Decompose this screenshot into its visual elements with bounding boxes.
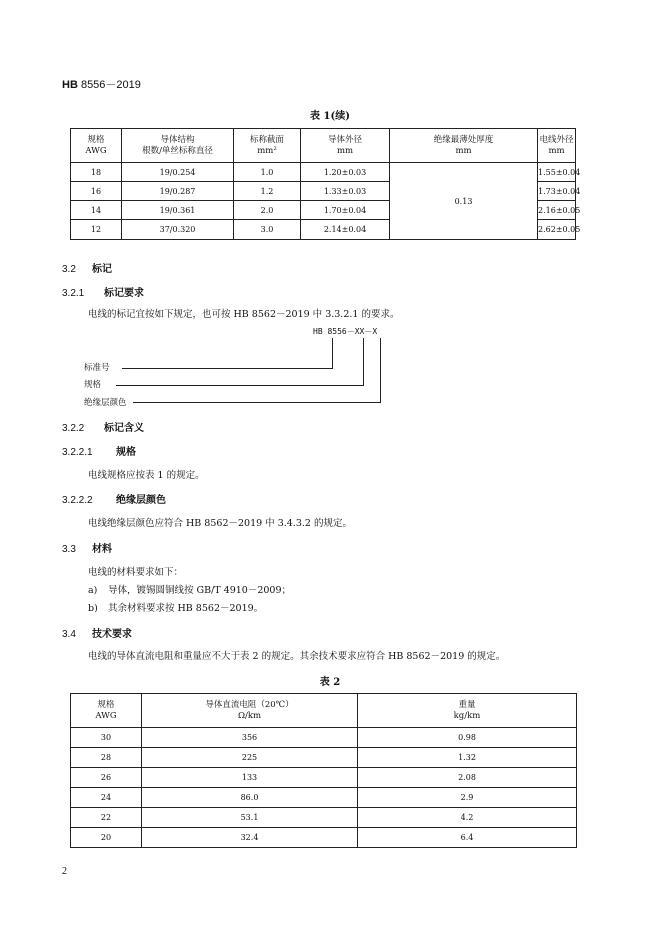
- table-row: [71, 808, 577, 828]
- cell: 1.73±0.04: [538, 182, 576, 201]
- code-number: 8556－2019: [77, 79, 141, 91]
- cell: 6.4: [358, 828, 577, 848]
- section-3-2-heading: [62, 260, 112, 275]
- section-title: 标记: [92, 264, 112, 275]
- list-marker: b): [88, 603, 98, 614]
- cell: 19/0.254: [122, 163, 234, 182]
- leader-line-size: [116, 385, 364, 386]
- table1-header-row: [71, 129, 576, 163]
- cell: 12: [71, 220, 122, 240]
- table2-header-row: [71, 694, 577, 728]
- section-title: 规格: [116, 447, 136, 458]
- page-number: 2: [62, 866, 67, 877]
- section-3-2-2-1-heading: [62, 443, 136, 458]
- table1: [70, 128, 581, 240]
- list-item-text: 导体，镀锡圆铜线按 GB/T 4910－2009；: [108, 585, 292, 596]
- table2-header-weight: 重量 kg/km: [358, 694, 577, 728]
- table2-header-awg: 规格 AWG: [71, 694, 142, 728]
- cell: 1.20±0.03: [301, 163, 390, 182]
- section-number: 3.2: [62, 264, 76, 275]
- cell: 1.0: [234, 163, 301, 182]
- list-item: [88, 582, 291, 596]
- list-marker: a): [88, 585, 98, 596]
- list-item: [88, 600, 263, 614]
- cell: 37/0.320: [122, 220, 234, 240]
- section-number: 3.2.2.2: [62, 495, 93, 506]
- table1-header-awg: 规格 AWG: [71, 129, 122, 163]
- cell: 22: [71, 808, 142, 828]
- table1-header-area: 标称截面 mm²: [234, 129, 301, 163]
- section-title: 标记要求: [104, 288, 144, 299]
- cell: 30: [71, 728, 142, 748]
- cell: 2.14±0.04: [301, 220, 390, 240]
- cell: 1.70±0.04: [301, 201, 390, 220]
- cell: 14: [71, 201, 122, 220]
- cell: 1.2: [234, 182, 301, 201]
- leader-line-color-vertical: [380, 338, 381, 403]
- section-3-2-2-2-text: 电线绝缘层颜色应符合 HB 8562－2019 中 3.4.3.2 的规定。: [88, 518, 352, 529]
- cell: 2.9: [358, 788, 577, 808]
- section-3-2-2-heading: [62, 419, 144, 434]
- cell: 19/0.287: [122, 182, 234, 201]
- table1-header-conductor-od: 导体外径 mm: [301, 129, 390, 163]
- cell: 133: [142, 768, 358, 788]
- document-code: [62, 76, 141, 92]
- section-3-3-heading: [62, 540, 112, 555]
- section-3-2-1-text: 电线的标记宜按如下规定，也可按 HB 8562－2019 中 3.3.2.1 的要求。: [88, 309, 400, 320]
- cell: 32.4: [142, 828, 358, 848]
- cell: 26: [71, 768, 142, 788]
- cell: 1.32: [358, 748, 577, 768]
- cell: 3.0: [234, 220, 301, 240]
- table1-header-wire-od: 电线外径 mm: [538, 129, 576, 163]
- table-row: [71, 728, 577, 748]
- table2-header-resistance: 导体直流电阻（20℃） Ω/km: [142, 694, 358, 728]
- marking-label-color: 绝缘层颜色: [84, 398, 127, 408]
- cell: 28: [71, 748, 142, 768]
- section-3-2-2-1-text: 电线规格应按表 1 的规定。: [88, 470, 205, 481]
- section-3-2-2-2-heading: [62, 491, 166, 506]
- table1-header-structure: 导体结构 根数/单丝标称直径: [122, 129, 234, 163]
- section-3-2-1-heading: [62, 284, 144, 299]
- cell: 18: [71, 163, 122, 182]
- table-row: [71, 788, 577, 808]
- section-number: 3.3: [62, 544, 76, 555]
- cell: 2.08: [358, 768, 577, 788]
- cell: 86.0: [142, 788, 358, 808]
- table-row: [71, 828, 577, 848]
- leader-line-color: [133, 402, 381, 403]
- marking-code: HB 8556－XX－X: [313, 327, 378, 336]
- cell: 19/0.361: [122, 201, 234, 220]
- cell: 53.1: [142, 808, 358, 828]
- marking-label-size: 规格: [84, 380, 102, 390]
- section-number: 3.2.1: [62, 288, 85, 299]
- cell: 1.55±0.04: [538, 163, 576, 182]
- table2-caption: 表 2: [319, 677, 341, 688]
- code-prefix: HB: [62, 79, 78, 91]
- cell: 20: [71, 828, 142, 848]
- cell: 1.33±0.03: [301, 182, 390, 201]
- cell: 225: [142, 748, 358, 768]
- section-number: 3.2.2.1: [62, 447, 93, 458]
- leader-line-size-vertical: [363, 338, 364, 386]
- section-number: 3.4: [62, 629, 76, 640]
- cell: 4.2: [358, 808, 577, 828]
- cell: 2.16±0.05: [538, 201, 576, 220]
- cell: 16: [71, 182, 122, 201]
- table-row: [71, 748, 577, 768]
- merged-thickness-cell: 0.13: [390, 163, 538, 240]
- leader-line-standard: [122, 368, 333, 369]
- section-title: 技术要求: [92, 629, 132, 640]
- table1-header-thickness: 绝缘最薄处厚度 mm: [390, 129, 538, 163]
- cell: 2.0: [234, 201, 301, 220]
- table-row: [71, 163, 576, 182]
- cell: 24: [71, 788, 142, 808]
- leader-line-standard-vertical: [332, 338, 333, 369]
- cell: 2.62±0.05: [538, 220, 576, 240]
- section-3-4-text: 电线的导体直流电阻和重量应不大于表 2 的规定。其余技术要求应符合 HB 8562－2019 的规定。: [88, 651, 506, 662]
- section-title: 标记含义: [104, 423, 144, 434]
- cell: 356: [142, 728, 358, 748]
- table2: [70, 693, 577, 848]
- section-number: 3.2.2: [62, 423, 85, 434]
- cell: 0.98: [358, 728, 577, 748]
- section-3-4-heading: [62, 625, 132, 640]
- section-3-3-text: 电线的材料要求如下：: [88, 567, 184, 578]
- section-title: 材料: [92, 544, 112, 555]
- list-item-text: 其余材料要求按 HB 8562－2019。: [108, 603, 264, 614]
- table1-caption: 表 1(续): [310, 111, 350, 122]
- section-title: 绝缘层颜色: [116, 495, 166, 506]
- table-row: [71, 768, 577, 788]
- marking-label-standard: 标准号: [84, 363, 110, 373]
